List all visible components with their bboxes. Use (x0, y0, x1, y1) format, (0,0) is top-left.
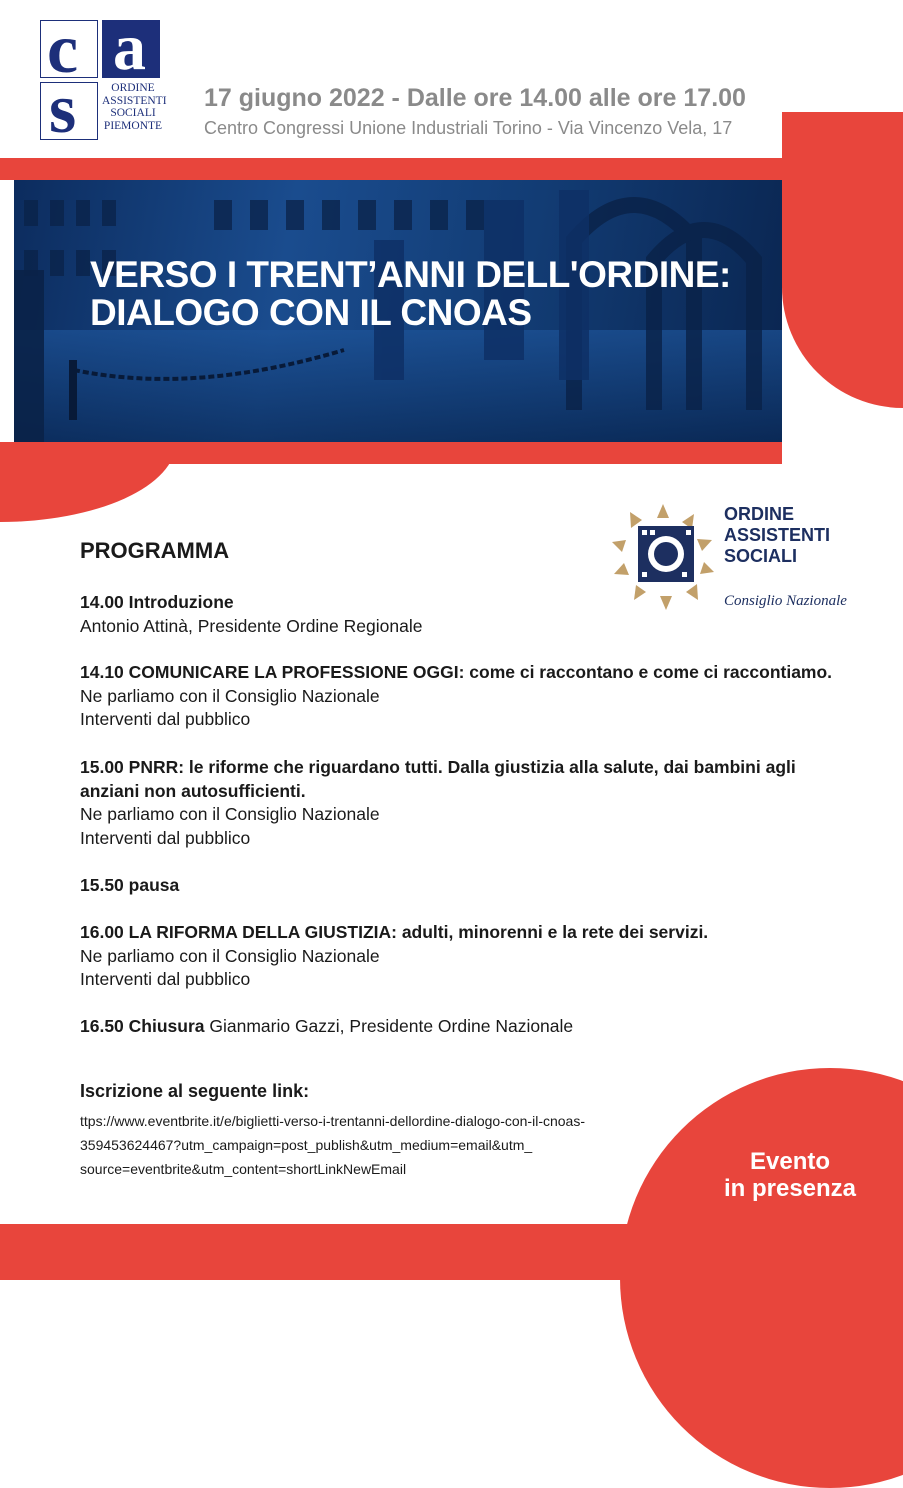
red-band-top (0, 158, 782, 180)
event-venue: Centro Congressi Unione Industriali Torino - Via Vincenzo Vela, 17 (204, 118, 733, 138)
program-item-inline: Gianmario Gazzi, Presidente Ordine Nazionale (204, 1016, 574, 1036)
program-item-line: Ne parliamo con il Consiglio Nazionale (80, 804, 380, 824)
logo-square-a (102, 20, 160, 78)
hero-title-line1: VERSO I TRENT’ANNI DELL'ORDINE: (90, 254, 731, 295)
event-date: 17 giugno 2022 - Dalle ore 14.00 alle ore 17.00 (204, 84, 746, 112)
program-item (80, 591, 840, 638)
logo-text (102, 82, 167, 132)
logo-letter-s: s (49, 82, 77, 140)
logo-letter-a: a (113, 20, 146, 78)
red-band-below-hero (0, 442, 782, 464)
national-logo-text (724, 504, 830, 567)
program-item-head: 16.00 LA RIFORMA DELLA GIUSTIZIA: adulti, minorenni e la rete dei servizi. (80, 922, 709, 942)
logo-line-assistenti: ASSISTENTI (102, 94, 167, 107)
program-item-line: Ne parliamo con il Consiglio Nazionale (80, 685, 380, 706)
national-logo-subtitle: Consiglio Nazionale (724, 593, 847, 609)
program-item-line: Interventi dal pubblico (80, 709, 251, 729)
logo-square-s (40, 82, 98, 140)
program-item-head: 14.00 Introduzione (80, 592, 234, 612)
hero-title-line2: DIALOGO CON IL CNOAS (90, 292, 532, 333)
logo-square-c (40, 20, 98, 78)
logo-line-ordine: ORDINE (111, 82, 155, 94)
program-item (80, 874, 840, 898)
program-item-line: Ne parliamo con il Consiglio Nazionale (80, 945, 380, 966)
logo-letter-c: c (47, 20, 79, 78)
regional-logo (40, 20, 167, 142)
program-item-head: 15.00 PNRR: le riforme che riguardano tutti. Dalla giustizia alla salute, dai bambini agli anziani non autosufficienti. (80, 757, 796, 801)
program-item (80, 1015, 840, 1039)
program-item-head: 16.50 Chiusura (80, 1016, 205, 1036)
program-item-head: 14.10 COMUNICARE LA PROFESSIONE OGGI: come ci raccontano e come ci raccontiamo. (80, 662, 833, 682)
badge-line2: in presenza (723, 1175, 857, 1202)
program-item-head: 15.50 pausa (80, 875, 180, 895)
logo-line-sociali: SOCIALI (110, 107, 156, 119)
registration-link-line[interactable]: ttps://www.eventbrite.it/e/biglietti-verso-i-trentanni-dellordine-dialogo-con-il-cnoas- (80, 1113, 585, 1129)
program-title: PROGRAMMA (80, 538, 230, 563)
national-logo-line3: SOCIALI (724, 546, 798, 566)
program-item-line: Antonio Attinà, Presidente Ordine Regionale (80, 615, 423, 636)
logo-line-piemonte: PIEMONTE (103, 119, 163, 132)
in-person-badge (700, 1148, 880, 1202)
registration-title: Iscrizione al seguente link: (80, 1081, 310, 1101)
badge-line1: Evento (749, 1148, 830, 1175)
national-logo-line1: ORDINE (724, 504, 795, 524)
registration-link[interactable] (80, 1109, 680, 1181)
program-item-line: Interventi dal pubblico (80, 969, 251, 989)
program-item (80, 756, 810, 850)
program-item (80, 921, 840, 992)
program-item (80, 661, 840, 732)
registration-link-line[interactable]: source=eventbrite&utm_content=shortLinkNewEmail (80, 1161, 407, 1177)
program-item-line: Interventi dal pubblico (80, 827, 251, 848)
hero-title (90, 256, 731, 332)
registration-link-line[interactable]: 359453624467?utm_campaign=post_publish&utm_medium=email&utm_ (80, 1137, 533, 1153)
national-logo-line2: ASSISTENTI (724, 525, 831, 545)
red-band-bottom (0, 1224, 903, 1280)
red-corner-shape-top (782, 112, 903, 408)
